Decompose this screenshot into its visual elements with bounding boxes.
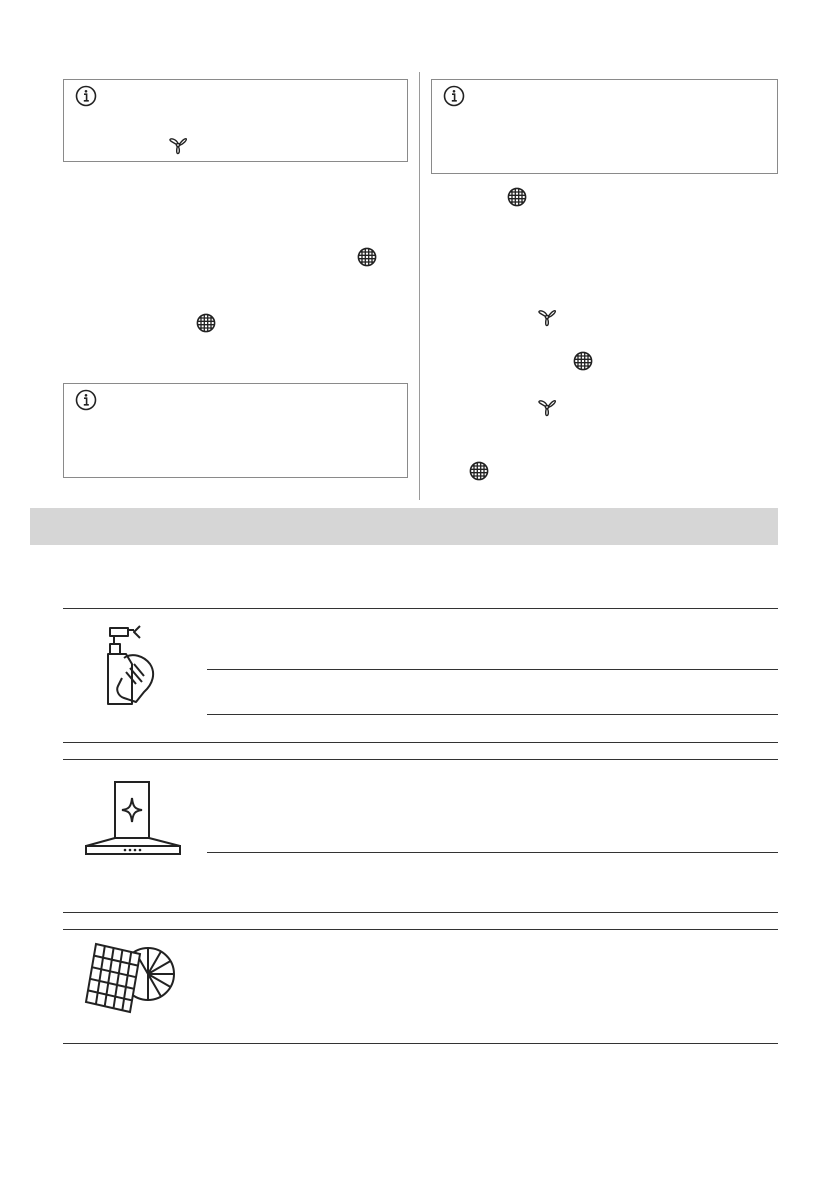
- grease-filter-icon: [196, 313, 216, 333]
- section-heading-bar: [30, 508, 778, 545]
- table-rule: [63, 608, 778, 609]
- info-icon: [75, 389, 97, 411]
- table-rule: [63, 912, 778, 913]
- grease-filter-icon: [469, 461, 489, 481]
- info-icon: [75, 85, 97, 107]
- fan-speed-icon: [537, 397, 557, 417]
- table-rule: [207, 669, 778, 670]
- table-rule: [63, 759, 778, 760]
- fan-speed-icon: [537, 307, 557, 327]
- table-rule: [207, 852, 778, 853]
- info-icon: [443, 85, 465, 107]
- table-rule: [63, 1043, 778, 1044]
- fan-speed-icon: [168, 135, 188, 155]
- column-divider: [419, 72, 420, 500]
- table-rule: [207, 714, 778, 715]
- filter-icon: [82, 938, 178, 1018]
- grease-filter-icon: [357, 247, 377, 267]
- note-box: [431, 79, 778, 174]
- grease-filter-icon: [573, 351, 593, 371]
- spray-cleaning-icon: [100, 622, 166, 708]
- table-rule: [63, 742, 778, 743]
- note-box: [63, 383, 408, 478]
- grease-filter-icon: [507, 187, 527, 207]
- note-box: [63, 79, 408, 162]
- hood-shine-icon: [84, 780, 182, 856]
- table-rule: [63, 929, 778, 930]
